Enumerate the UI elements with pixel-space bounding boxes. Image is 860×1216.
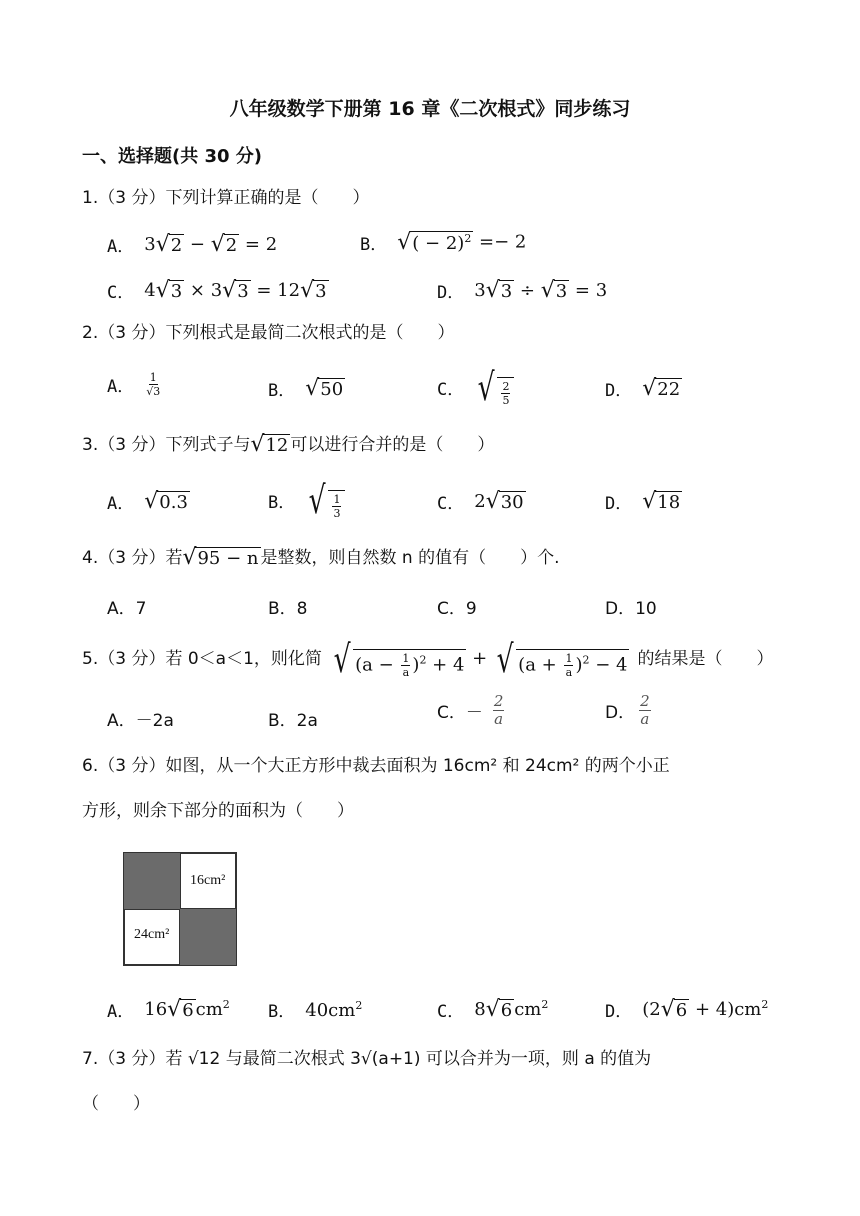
- option-label: B．: [268, 1002, 296, 1022]
- question-6-line2: 方形，则余下部分的面积为（ ）: [82, 801, 354, 821]
- question-1-stem: 1.（3 分）下列计算正确的是（ ）: [82, 188, 370, 208]
- q4-option-b: B．8: [268, 599, 308, 619]
- question-6-line1: 6.（3 分）如图，从一个大正方形中裁去面积为 16cm² 和 24cm² 的两个小正: [82, 756, 670, 776]
- question-7-line1: 7.（3 分）若 √12 与最简二次根式 3√(a+1) 可以合并为一项，则 a 的值为: [82, 1049, 652, 1069]
- option-label: A．: [107, 494, 135, 514]
- q2-option-a: A． $\frac{1}{√3}$: [107, 371, 161, 398]
- question-5-stem: 5.（3 分）若 0＜a＜1，则化简 √ (a − $\frac{1}{a}$ )$^2$ + 4 + √ (a + $\frac{1}{a}$ )$^2$ − 4 的结果是（ ）: [82, 637, 774, 681]
- q3-option-a: A． √ 0.3: [107, 488, 188, 514]
- q1-option-c: C． 4 √ 3 × 3 √ 3 = 12 √ 3: [107, 277, 327, 303]
- question-2-stem: 2.（3 分）下列根式是最简二次根式的是（ ）: [82, 323, 455, 343]
- option-label: D．: [605, 381, 633, 401]
- q1-option-b: B． √ ( − 2)$^2$ =− 2: [360, 229, 527, 255]
- q1-option-d: D． 3 √ 3 ÷ √ 3 = 3: [437, 277, 608, 303]
- label-24cm2: 24cm²: [134, 927, 170, 942]
- q3-option-d: D． √ 18: [605, 488, 681, 514]
- q3-option-b: B． √ $\frac{1}{3}$: [268, 481, 345, 519]
- option-label: B．: [268, 492, 296, 513]
- q6-option-d: D． (2 √ 6 + $4)cm^2$: [605, 997, 769, 1022]
- option-label: C．: [437, 1002, 465, 1022]
- q4-option-d: D．10: [605, 599, 657, 619]
- q1-option-a: A． 3 √ 2 − √ 2 = 2: [107, 231, 278, 257]
- cut-region: [180, 909, 236, 965]
- question-4-stem: 4.（3 分）若 √ 95 − n 是整数，则自然数 n 的值有（ ）个.: [82, 545, 560, 570]
- square-figure: [123, 852, 237, 966]
- option-label: C．: [107, 283, 135, 303]
- page-title: 八年级数学下册第 16 章《二次根式》同步练习: [229, 98, 631, 120]
- option-label: B．: [360, 235, 388, 255]
- q2-option-d: D． √ 22: [605, 375, 681, 401]
- option-label: B．: [268, 381, 296, 401]
- cut-region: [124, 853, 180, 909]
- q5-option-a: A．－2a: [107, 711, 174, 731]
- q2-option-b: B． √ 50: [268, 375, 344, 401]
- question-3-stem: 3.（3 分）下列式子与 √ 12 可以进行合并的是（ ）: [82, 432, 495, 457]
- q5-option-c: C．－ $\frac{2}{a}$: [437, 692, 504, 728]
- option-label: A．: [107, 377, 135, 397]
- option-label: C．: [437, 494, 465, 514]
- q2-option-c: C． √ $\frac{2}{5}$: [437, 368, 514, 406]
- option-label: D．: [605, 1002, 633, 1022]
- q4-option-c: C．9: [437, 599, 477, 619]
- q6-option-a: A． 16 √ 6 $cm^2$: [107, 997, 230, 1022]
- option-label: A．: [107, 237, 135, 257]
- option-label: D．: [605, 494, 633, 514]
- q5-option-d: D． $\frac{2}{a}$: [605, 692, 650, 728]
- q6-option-b: B． $40cm^2$: [268, 998, 363, 1022]
- question-7-line2: （ ）: [82, 1094, 150, 1114]
- section-heading: 一、选择题(共 30 分): [82, 146, 263, 167]
- label-16cm2: 16cm²: [190, 873, 226, 888]
- q5-option-b: B．2a: [268, 711, 318, 731]
- q6-option-c: C． 8 √ 6 $cm^2$: [437, 997, 549, 1022]
- option-label: A．: [107, 1002, 135, 1022]
- option-label: D．: [437, 283, 465, 303]
- option-label: C．: [437, 379, 465, 400]
- q3-option-c: C． 2 √ 30: [437, 488, 524, 514]
- q4-option-a: A．7: [107, 599, 147, 619]
